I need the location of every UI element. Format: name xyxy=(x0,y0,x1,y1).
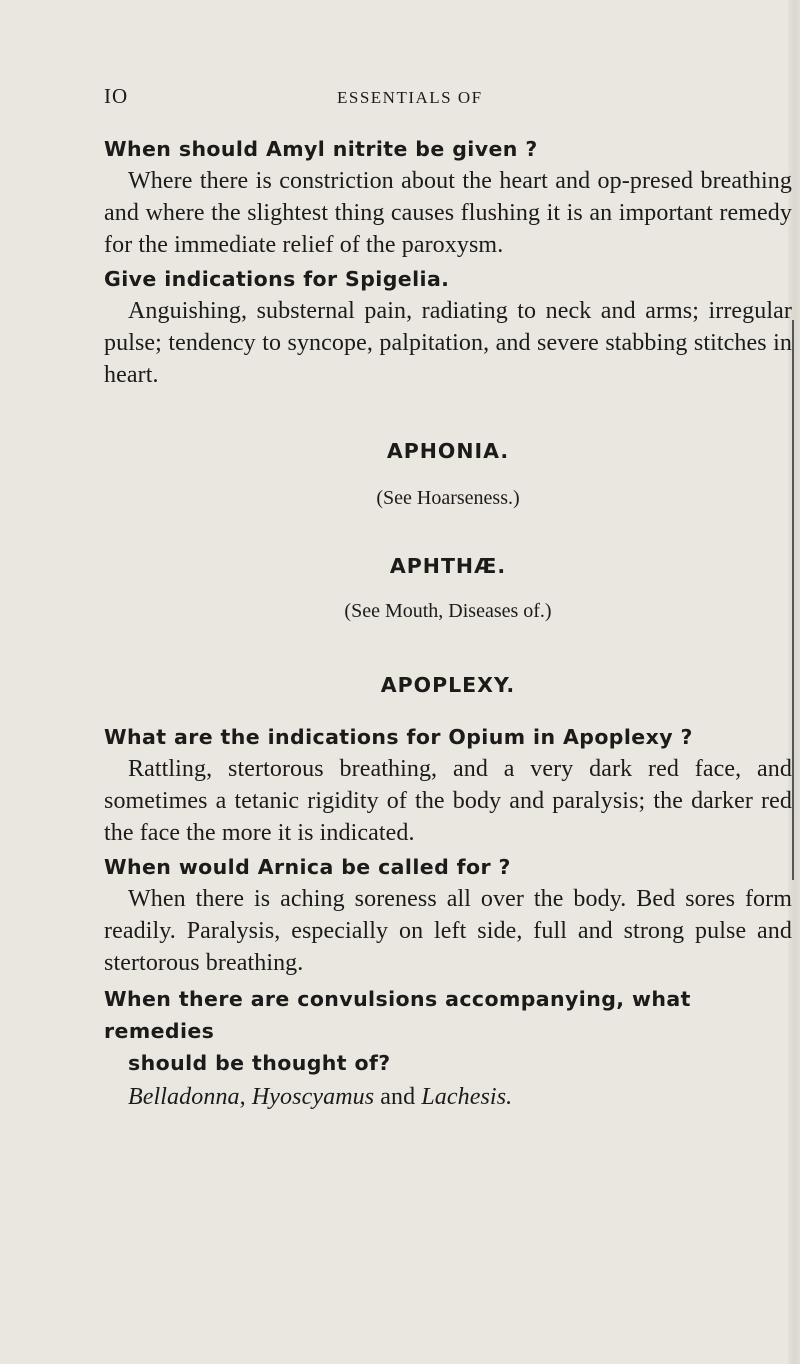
question-opium: What are the indications for Opium in Apoplexy ? xyxy=(104,725,693,749)
remedy-lachesis: Lachesis xyxy=(421,1084,507,1110)
question-arnica: When would Arnica be called for ? xyxy=(104,855,511,879)
answer-opium: Rattling, stertorous breathing, and a very dark red face, and sometimes a tetanic rigidity of the body and paralysis; the darker red the face the more it is indicated. xyxy=(104,756,792,846)
answer-convulsions xyxy=(104,1081,792,1113)
question-convulsions-line1: When there are convulsions accompanying, what remedies xyxy=(104,987,691,1043)
answer-sep-2: and xyxy=(374,1084,422,1110)
question-amyl-nitrite: When should Amyl nitrite be given ? xyxy=(104,137,538,161)
answer-spigelia: Anguishing, substernal pain, radiating to neck and arms; irregular pulse; tendency to syncope, palpitation, and severe stabbing stitches in heart. xyxy=(104,298,792,388)
question-spigelia: Give indications for Spigelia. xyxy=(104,267,450,291)
answer-amyl-nitrite: Where there is constriction about the heart and op-presed breathing and where the slightest thing causes flushing it is an important remedy for the immediate relief of the paroxysm. xyxy=(104,168,792,258)
remedy-hyoscyamus: Hyoscyamus xyxy=(251,1084,375,1110)
page-edge-shadow xyxy=(792,320,794,880)
answer-sep-1: , xyxy=(239,1084,252,1110)
heading-aphonia: APHONIA. xyxy=(386,439,510,463)
answer-arnica: When there is aching soreness all over the body. Bed sores form readily. Paralysis, especially on left side, full and strong pulse and stertorous breathing. xyxy=(104,886,792,976)
page-number: IO xyxy=(104,84,129,108)
cross-ref-aphonia: (See Hoarseness.) xyxy=(376,487,520,509)
question-convulsions-line2: should be thought of? xyxy=(128,1051,391,1075)
remedy-belladonna: Belladonna xyxy=(128,1084,240,1110)
cross-ref-aphthae: (See Mouth, Diseases of.) xyxy=(344,600,552,622)
question-convulsions xyxy=(104,983,792,1079)
heading-apoplexy: APOPLEXY. xyxy=(380,673,516,697)
answer-end: . xyxy=(506,1084,513,1110)
page-body xyxy=(104,133,792,1113)
heading-aphthae: APHTHÆ. xyxy=(389,554,507,578)
running-title: ESSENTIALS OF xyxy=(337,88,483,107)
